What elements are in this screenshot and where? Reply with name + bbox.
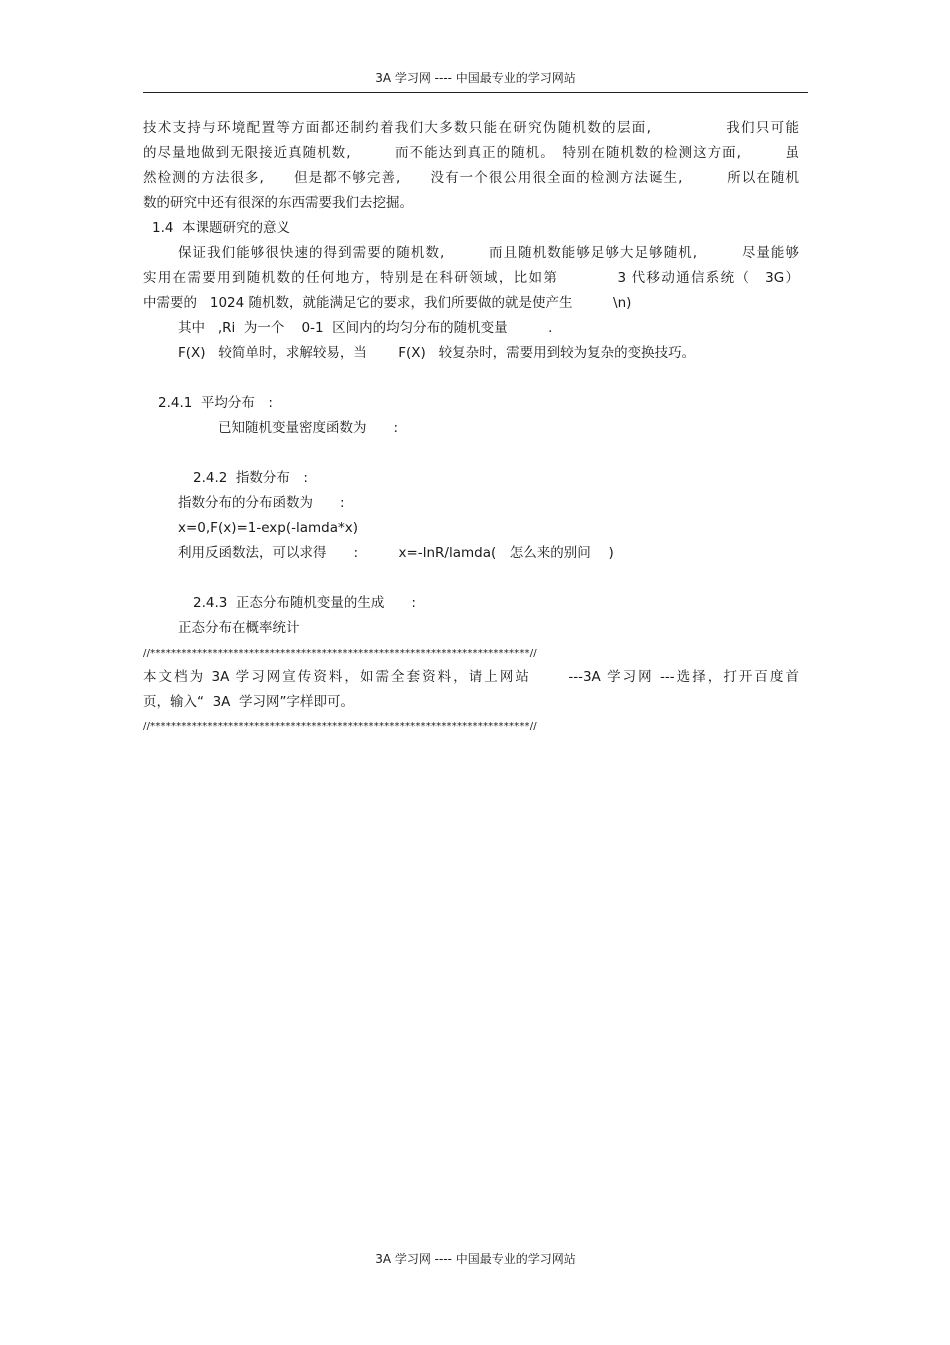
paragraph-1-line-4: 数的研究中还有很深的东西需要我们去挖掘。 (143, 195, 413, 211)
inverse-function-line: 利用反函数法，可以求得 : x=-lnR/lamda( 怎么来的别问 ) (178, 545, 614, 561)
notice-line-1: 本文档为 3A 学习网宣传资料，如需全套资料，请上网站 ---3A 学习网 ---选择，打开百度首 (143, 669, 799, 685)
section-heading-2-4-2: 2.4.2 指数分布 : (193, 470, 308, 486)
section-heading-1-4: 1.4 本课题研究的意义 (152, 220, 291, 236)
footer-text: 3A 学习网 ---- 中国最专业的学习网站 (375, 1252, 576, 1266)
notice-line-2: 页，输入“ 3A 学习网”字样即可。 (143, 694, 354, 710)
header-text: 3A 学习网 ---- 中国最专业的学习网站 (375, 71, 576, 85)
page-header (143, 68, 808, 93)
paragraph-1-line-2: 的尽量地做到无限接近真随机数, 而不能达到真正的随机。 特别在随机数的检测这方面, 虽 (143, 145, 799, 161)
paragraph-2-line-1: 保证我们能够很快速的得到需要的随机数, 而且随机数能够足够大足够随机, 尽量能够 (178, 245, 799, 261)
paragraph-2-line-2: 实用在需要用到随机数的任何地方，特别是在科研领域，比如第 3 代移动通信系统（ 3G） (143, 270, 799, 286)
paragraph-2-line-3: 中需要的 1024 随机数，就能满足它的要求，我们所要做的就是使产生 \n) (143, 295, 632, 311)
ri-definition-line: 其中 ,Ri 为一个 0-1 区间内的均匀分布的随机变量 . (178, 320, 553, 336)
fx-transform-line: F(X) 较简单时，求解较易，当 F(X) 较复杂时，需要用到较为复杂的变换技巧。 (178, 345, 696, 361)
paragraph-1-line-1: 技术支持与环境配置等方面都还制约着我们大多数只能在研究伪随机数的层面, 我们只可能 (143, 120, 799, 136)
exp-formula-line: x=0,F(x)=1-exp(-lamda*x) (178, 520, 359, 536)
section-heading-2-4-1: 2.4.1 平均分布 : (158, 395, 273, 411)
page-footer (143, 1250, 808, 1268)
paragraph-1-line-3: 然检测的方法很多, 但是都不够完善, 没有一个很公用很全面的检测方法诞生, 所以在随机 (143, 170, 799, 186)
exp-cdf-line: 指数分布的分布函数为 : (178, 495, 345, 511)
density-function-line: 已知随机变量密度函数为 : (218, 420, 399, 436)
section-heading-2-4-3: 2.4.3 正态分布随机变量的生成 : (193, 595, 416, 611)
normal-distribution-line: 正态分布在概率统计 (178, 620, 300, 636)
notice-divider-top: //*************************************************************************// (143, 648, 537, 659)
notice-divider-bottom: //*************************************************************************// (143, 721, 537, 732)
